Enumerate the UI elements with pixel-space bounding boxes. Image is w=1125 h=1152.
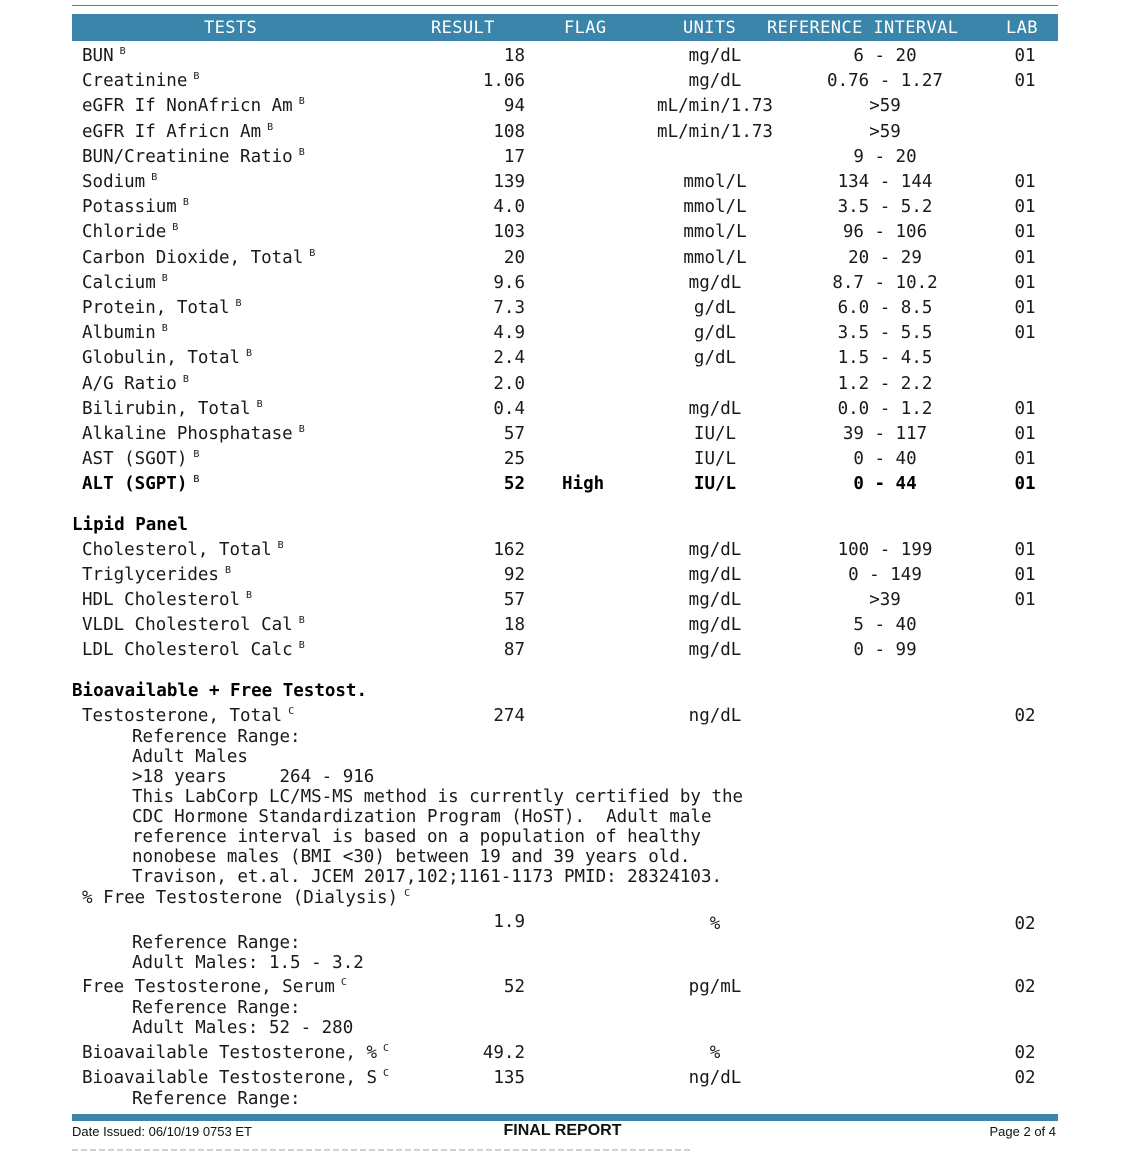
result-value: 17: [503, 146, 525, 167]
units: mmol/L: [683, 247, 747, 268]
reference-note: Reference Range: Adult Males: 52 - 280: [132, 998, 354, 1038]
test-name: Bioavailable Testosterone, S: [82, 1068, 378, 1088]
lab-marker: B: [298, 615, 305, 627]
lab-code: 01: [1014, 323, 1036, 344]
table-row: [0, 615, 1125, 637]
lab-marker: C: [383, 1043, 390, 1054]
lab-code: 01: [1014, 172, 1036, 192]
lab-marker: B: [235, 298, 242, 309]
test-name: AST (SGOT): [82, 449, 188, 470]
result-value: 94: [503, 96, 525, 117]
units: mg/dL: [688, 272, 742, 293]
lab-marker: B: [309, 247, 316, 259]
reference-interval: 20 - 29: [848, 247, 922, 268]
lab-code: 01: [1014, 298, 1036, 318]
lab-marker: B: [298, 640, 305, 652]
result-value: 52: [503, 474, 525, 495]
result-value: 135: [493, 1068, 525, 1088]
lab-marker: C: [288, 706, 295, 717]
units: mg/dL: [688, 398, 742, 419]
lab-code: 02: [1014, 1068, 1036, 1088]
result-value: 1.06: [482, 71, 525, 92]
table-row: [0, 977, 1125, 999]
units: ng/dL: [688, 1068, 742, 1088]
result-value: 162: [493, 540, 525, 560]
test-name: Bilirubin, Total: [82, 398, 251, 419]
table-row: [0, 71, 1125, 93]
result-value: 7.3: [493, 298, 525, 318]
units: mL/min/1.73: [657, 121, 773, 142]
units: mmol/L: [683, 197, 747, 218]
lab-marker: B: [193, 449, 200, 461]
lab-code: 01: [1014, 424, 1036, 444]
reference-interval: 8.7 - 10.2: [832, 272, 938, 293]
cropped-text-line: [72, 1146, 692, 1152]
date-issued: Date Issued: 06/10/19 0753 ET: [72, 1124, 252, 1139]
test-name: Bioavailable Testosterone, %: [82, 1043, 378, 1063]
footer-rule: [72, 1114, 1058, 1121]
reference-interval: 96 - 106: [842, 222, 928, 243]
lab-code: 02: [1014, 914, 1036, 934]
reference-note: Reference Range: Adult Males >18 years 264 - 916 This LabCorp LC/MS-MS method is currently certified by the CDC Hormone Standardization Program (HoST). Adult male reference interval is based on a population of healthy nonobese males (BMI <30) between 19 and 39 years old. Travison, et.al. JCEM 2017,102;1161-1173 PMID: 28324103.: [132, 727, 744, 887]
units: mg/dL: [688, 565, 742, 586]
lab-marker: B: [246, 590, 253, 602]
test-name: Protein, Total: [82, 298, 230, 318]
table-row: [0, 222, 1125, 244]
result-value: 4.9: [493, 323, 525, 344]
lab-code: 01: [1014, 449, 1036, 470]
lab-marker: B: [298, 424, 305, 435]
test-name: Carbon Dioxide, Total: [82, 247, 304, 268]
result-value: 57: [503, 590, 525, 611]
result-value: 87: [503, 640, 525, 661]
units: mmol/L: [683, 222, 747, 243]
table-row: [0, 590, 1125, 612]
lab-marker: B: [298, 146, 305, 158]
lab-marker: C: [383, 1068, 390, 1079]
result-value: 49.2: [482, 1043, 525, 1063]
test-name: ALT (SGPT): [82, 474, 188, 495]
test-name: Sodium: [82, 172, 146, 192]
units: IU/L: [693, 424, 737, 444]
reference-interval: 0 - 99: [853, 640, 917, 661]
result-value: 4.0: [493, 197, 525, 218]
table-row: [0, 888, 1125, 910]
lab-code: 01: [1014, 46, 1036, 66]
table-row: [0, 540, 1125, 562]
test-name: Chloride: [82, 222, 167, 243]
lab-marker: C: [340, 977, 347, 988]
test-name: eGFR If Africn Am: [82, 121, 262, 142]
lab-marker: B: [161, 272, 168, 284]
units: g/dL: [693, 348, 737, 369]
lab-code: 02: [1014, 977, 1036, 997]
result-value: 18: [503, 615, 525, 636]
reference-interval: 39 - 117: [842, 424, 928, 444]
reference-interval: >59: [869, 96, 901, 117]
reference-interval: 6 - 20: [853, 46, 917, 66]
lab-code: 01: [1014, 247, 1036, 268]
lab-code: 01: [1014, 474, 1036, 495]
reference-interval: 3.5 - 5.5: [837, 323, 933, 344]
report-status: FINAL REPORT: [503, 1122, 622, 1139]
result-value: 103: [493, 222, 525, 243]
test-name: Calcium: [82, 272, 156, 293]
units: IU/L: [693, 449, 737, 470]
table-row: [0, 374, 1125, 396]
test-name: Alkaline Phosphatase: [82, 424, 293, 444]
header-units: UNITS: [683, 18, 737, 38]
lab-marker: B: [151, 172, 158, 183]
table-row: [0, 96, 1125, 118]
flag: High: [562, 474, 605, 495]
units: %: [709, 914, 721, 934]
units: IU/L: [693, 474, 737, 495]
units: mg/dL: [688, 540, 742, 560]
reference-interval: 100 - 199: [837, 540, 933, 560]
units: mg/dL: [688, 590, 742, 611]
test-name: Globulin, Total: [82, 348, 241, 369]
lab-marker: C: [404, 888, 411, 899]
table-row: [0, 1043, 1125, 1065]
result-value: 1.9: [493, 912, 525, 932]
lab-marker: B: [119, 46, 126, 57]
test-name: eGFR If NonAfricn Am: [82, 96, 293, 117]
section-title-testosterone: Bioavailable + Free Testost.: [72, 681, 368, 701]
test-name: BUN: [82, 46, 114, 66]
reference-interval: 0 - 40: [853, 449, 917, 470]
lab-code: 01: [1014, 71, 1036, 92]
page-number: Page 2 of 4: [989, 1124, 1056, 1139]
table-row: [0, 706, 1125, 728]
table-header: [72, 14, 1058, 41]
result-value: 18: [503, 46, 525, 66]
units: mg/dL: [688, 615, 742, 636]
lab-code: 01: [1014, 565, 1036, 586]
lab-marker: B: [224, 565, 231, 577]
units: g/dL: [693, 298, 737, 318]
lab-code: 01: [1014, 272, 1036, 293]
header-result: RESULT: [431, 18, 495, 38]
lab-marker: B: [182, 373, 189, 385]
result-value: 0.4: [493, 398, 525, 419]
units: pg/mL: [688, 977, 742, 997]
test-name: A/G Ratio: [82, 373, 177, 394]
result-value: 9.6: [493, 272, 525, 293]
reference-interval: 0 - 44: [853, 474, 917, 495]
reference-interval: >39: [869, 590, 901, 611]
result-value: 52: [503, 977, 525, 997]
reference-interval: 0.0 - 1.2: [837, 398, 933, 419]
reference-interval: 0 - 149: [848, 565, 922, 586]
units: g/dL: [693, 323, 737, 344]
test-name: Triglycerides: [82, 565, 219, 586]
table-row: [0, 640, 1125, 662]
test-name: Testosterone, Total: [82, 706, 283, 726]
table-row: [0, 273, 1125, 295]
lab-marker: B: [267, 121, 274, 133]
result-value: 2.4: [493, 348, 525, 369]
test-name: Albumin: [82, 323, 156, 344]
lab-code: 01: [1014, 197, 1036, 218]
table-row: [0, 147, 1125, 169]
result-value: 274: [493, 706, 525, 726]
table-row: [0, 46, 1125, 68]
lab-code: 02: [1014, 706, 1036, 726]
reference-note: Reference Range: Adult Males: 1.5 - 3.2: [132, 933, 364, 973]
table-row: [0, 1068, 1125, 1090]
test-name: BUN/Creatinine Ratio: [82, 146, 293, 167]
result-value: 139: [493, 172, 525, 192]
test-name: VLDL Cholesterol Cal: [82, 615, 293, 636]
lab-code: 02: [1014, 1043, 1036, 1063]
lab-marker: B: [246, 348, 253, 360]
table-row: [0, 474, 1125, 496]
units: mg/dL: [688, 46, 742, 66]
table-row: [0, 298, 1125, 320]
reference-interval: 1.2 - 2.2: [837, 373, 933, 394]
units: mg/dL: [688, 71, 742, 92]
result-value: 2.0: [493, 373, 525, 394]
reference-note: Reference Range:: [132, 1089, 301, 1109]
result-value: 25: [503, 449, 525, 470]
lab-marker: B: [172, 222, 179, 234]
test-name: LDL Cholesterol Calc: [82, 640, 293, 661]
test-name: Free Testosterone, Serum: [82, 977, 335, 997]
top-rule: [72, 5, 1058, 6]
reference-interval: 134 - 144: [837, 172, 933, 192]
table-row: [0, 172, 1125, 194]
lab-marker: B: [193, 71, 200, 83]
lab-marker: B: [182, 197, 189, 209]
header-tests: TESTS: [204, 18, 258, 38]
table-row: [0, 449, 1125, 471]
units: mL/min/1.73: [657, 96, 773, 117]
section-title-lipid: Lipid Panel: [72, 515, 188, 535]
reference-interval: 9 - 20: [853, 146, 917, 167]
table-row: [0, 197, 1125, 219]
reference-interval: >59: [869, 121, 901, 142]
result-value: 92: [503, 565, 525, 586]
result-value: 20: [503, 247, 525, 268]
lab-code: 01: [1014, 590, 1036, 611]
reference-interval: 6.0 - 8.5: [837, 298, 933, 318]
header-lab: LAB: [1006, 18, 1038, 38]
table-row: [0, 912, 1125, 934]
test-name: HDL Cholesterol: [82, 590, 241, 611]
units: mg/dL: [688, 640, 742, 661]
table-row: [0, 424, 1125, 446]
table-row: [0, 565, 1125, 587]
lab-marker: B: [193, 474, 200, 486]
test-name: Creatinine: [82, 71, 188, 92]
result-value: 57: [503, 424, 525, 444]
test-name: Potassium: [82, 197, 177, 218]
reference-interval: 1.5 - 4.5: [837, 348, 933, 369]
lab-marker: B: [298, 96, 305, 108]
test-name: Cholesterol, Total: [82, 540, 272, 560]
lab-marker: B: [256, 398, 263, 410]
units: ng/dL: [688, 706, 742, 726]
table-row: [0, 323, 1125, 345]
test-name: % Free Testosterone (Dialysis): [82, 888, 399, 908]
reference-interval: 5 - 40: [853, 615, 917, 636]
header-reference-interval: REFERENCE INTERVAL: [767, 18, 959, 38]
reference-interval: 0.76 - 1.27: [827, 71, 943, 92]
table-row: [0, 122, 1125, 144]
units: %: [709, 1043, 721, 1063]
result-value: 108: [493, 121, 525, 142]
table-row: [0, 399, 1125, 421]
reference-interval: 3.5 - 5.2: [837, 197, 933, 218]
units: mmol/L: [683, 172, 747, 192]
lab-marker: B: [277, 540, 284, 551]
lab-marker: B: [161, 323, 168, 335]
lab-code: 01: [1014, 222, 1036, 243]
header-flag: FLAG: [564, 18, 607, 38]
lab-code: 01: [1014, 398, 1036, 419]
lab-code: 01: [1014, 540, 1036, 560]
table-row: [0, 348, 1125, 370]
table-row: [0, 248, 1125, 270]
